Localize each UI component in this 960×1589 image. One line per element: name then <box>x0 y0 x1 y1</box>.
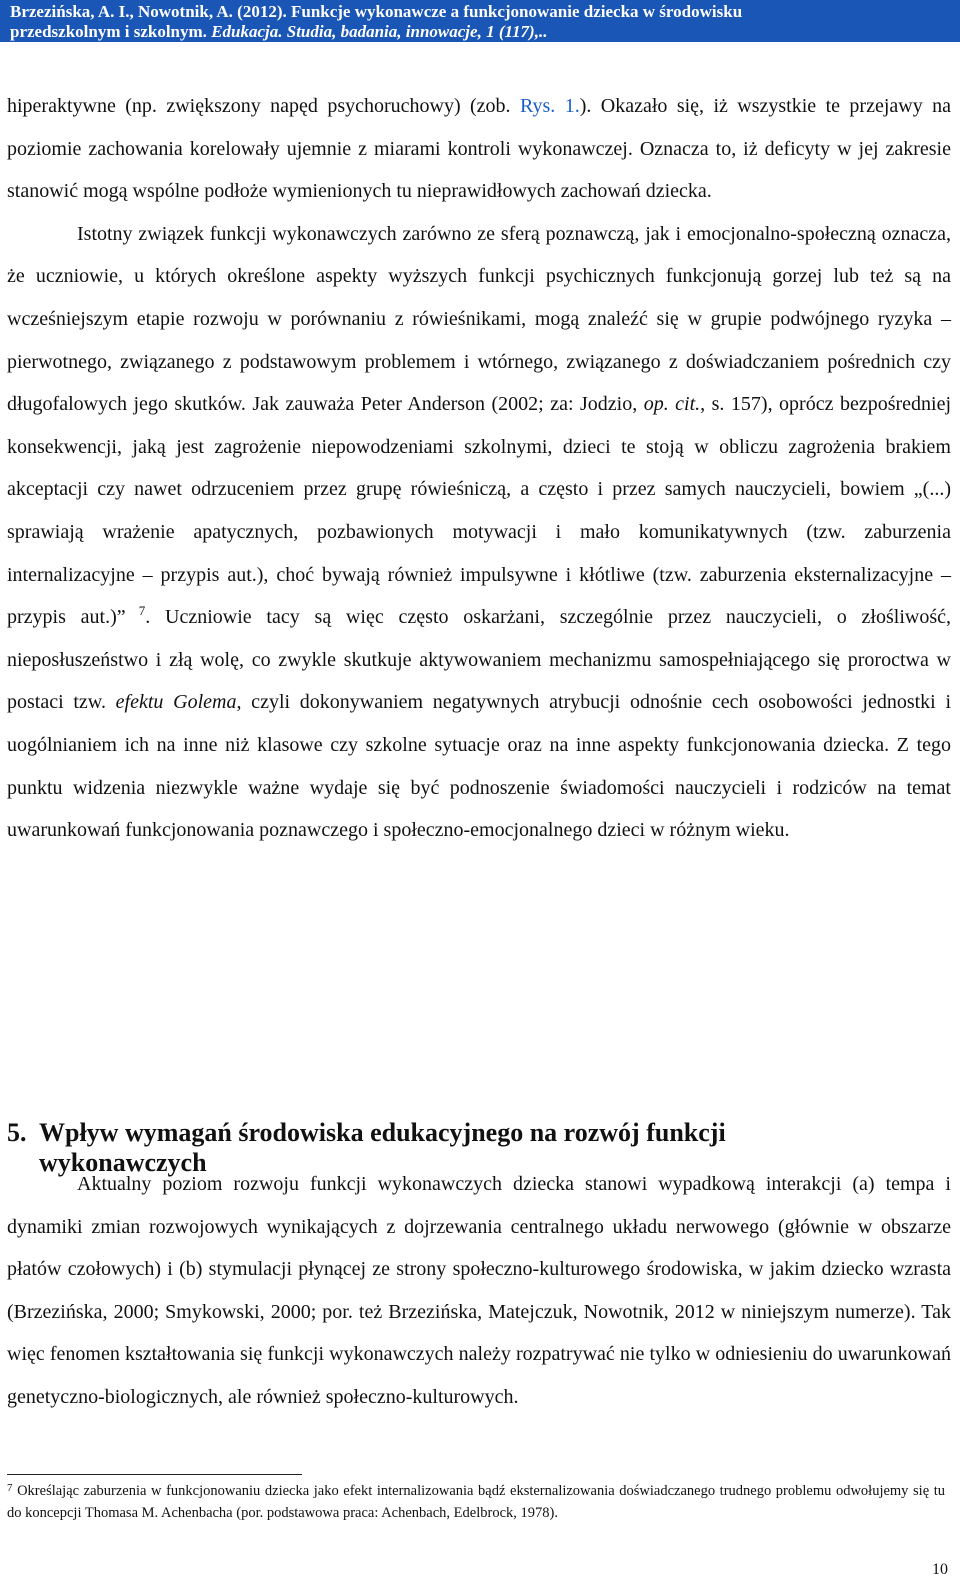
paragraph-2 <box>7 213 951 852</box>
header-line-2-plain: przedszkolnym i szkolnym. <box>10 22 212 41</box>
section-number: 5. <box>7 1118 27 1147</box>
footnote-text: Określając zaburzenia w funkcjonowaniu dziecka jako efekt internalizowania bądź eksternalizowania doświadczanego trudnego problemu odwołujemy się tu do koncepcji Thomasa M. Achenbacha (por. podstawowa praca: Achenbach, Edelbrock, 1978). <box>7 1483 945 1521</box>
paragraph-1-text-a: hiperaktywne (np. zwiększony napęd psychoruchowy) (zob. <box>7 95 520 117</box>
paragraph-3: Aktualny poziom rozwoju funkcji wykonawczych dziecka stanowi wypadkową interakcji (a) tempa i dynamiki zmian rozwojowych wynikających z dojrzewania centralnego układu nerwowego (głównie w obszarze płatów czołowych) i (b) stymulacji płynącej ze strony społeczno-kulturowego środowiska, w jakim dziecko wzrasta (Brzezińska, 2000; Smykowski, 2000; por. też Brzezińska, Matejczuk, Nowotnik, 2012 w niniejszym numerze). Tak więc fenomen kształtowania się funkcji wykonawczych należy rozpatrywać nie tylko w odniesieniu do uwarunkowań genetyczno-biologicznych, ale również społeczno-kulturowych. <box>7 1173 951 1408</box>
paragraph-2-text-b: , s. 157), oprócz bezpośredniej konsekwencji, jaką jest zagrożenie niepowodzeniami szkolnymi, dzieci te stoją w obliczu zagrożenia brakiem akceptacji czy nawet odrzuceniem przez grupę rówieśniczą, a często i przez samych nauczycieli, bowiem „(...) sprawiają wrażenie apatycznych, pozbawionych motywacji i mało komunikatywnych (tzw. zaburzenia internalizacyjne – przypis aut.), choć bywają również impulsywne i kłótliwe (tzw. zaburzenia eksternalizacyjne – przypis aut.)” <box>7 393 952 629</box>
footnote-divider <box>7 1474 302 1475</box>
figure-link[interactable]: Rys. 1. <box>519 95 580 117</box>
header-line-2 <box>10 22 960 42</box>
section-title-1: Wpływ wymagań środowiska edukacyjnego na rozwój funkcji <box>39 1118 726 1147</box>
paragraph-1 <box>7 85 951 213</box>
running-header <box>0 0 960 42</box>
paragraph-2-text-a: Istotny związek funkcji wykonawczych zarówno ze sferą poznawczą, jak i emocjonalno-społeczną oznacza, że uczniowie, u których określone aspekty wyższych funkcji psychicznych funkcjonują gorzej lub też są na wcześniejszym etapie rozwoju w porównaniu z rówieśnikami, mogą znaleźć się w grupie podwójnego ryzyka – pierwotnego, związanego z podstawowym problemem i wtórnego, związanego z doświadczaniem pośrednich czy długofalowych jego skutków. Jak zauważa Peter Anderson (2002; za: Jodzio, <box>7 222 951 416</box>
efekt-golema-italic: efektu Golema <box>115 691 237 714</box>
section-body <box>7 1163 951 1419</box>
paragraph-1-text-b: ). Okazało się, iż wszystkie te przejawy na poziomie zachowania korelowały ujemnie z miarami kontroli wykonawczej. Oznacza to, iż deficyty w jej zakresie stanowić mogą wspólne podłoże wymienionych tu nieprawidłowych zachowań dziecka. <box>7 95 952 203</box>
footnote-number: 7 <box>7 1482 13 1494</box>
footnote-ref-7[interactable]: 7 <box>125 603 146 619</box>
section-title-2: wykonawczych <box>39 1148 207 1177</box>
section-heading-line-1 <box>7 1118 907 1148</box>
footnote-7 <box>7 1481 945 1524</box>
header-line-2-journal: Edukacja. Studia, badania, innowacje, 1 (117),.. <box>211 22 548 41</box>
paragraph-2-text-c: . Uczniowie tacy są więc często oskarżani, szczególnie przez nauczycieli, o złośliwość, nieposłuszeństwo i złą wolę, co zwykle skutkuje aktywowaniem mechanizmu samospełniającego się proroctwa w postaci tzw. <box>7 606 951 714</box>
main-text <box>7 85 951 852</box>
header-line-1: Brzezińska, A. I., Nowotnik, A. (2012). Funkcje wykonawcze a funkcjonowanie dziecka w środowisku <box>10 2 743 21</box>
op-cit-italic: op. cit. <box>643 393 701 416</box>
page-number: 10 <box>932 1561 948 1578</box>
paragraph-2-text-d: , czyli dokonywaniem negatywnych atrybucji odnośnie cech osobowości jednostki i uogólnianiem ich na inne niż klasowe czy szkolne sytuacje oraz na inne aspekty funkcjonowania dziecka. Z tego punktu widzenia niezwykle ważne wydaje się być podnoszenie świadomości nauczycieli i rodziców na temat uwarunkowań funkcjonowania poznawczego i społeczno-emocjonalnego dzieci w różnym wieku. <box>7 691 951 842</box>
